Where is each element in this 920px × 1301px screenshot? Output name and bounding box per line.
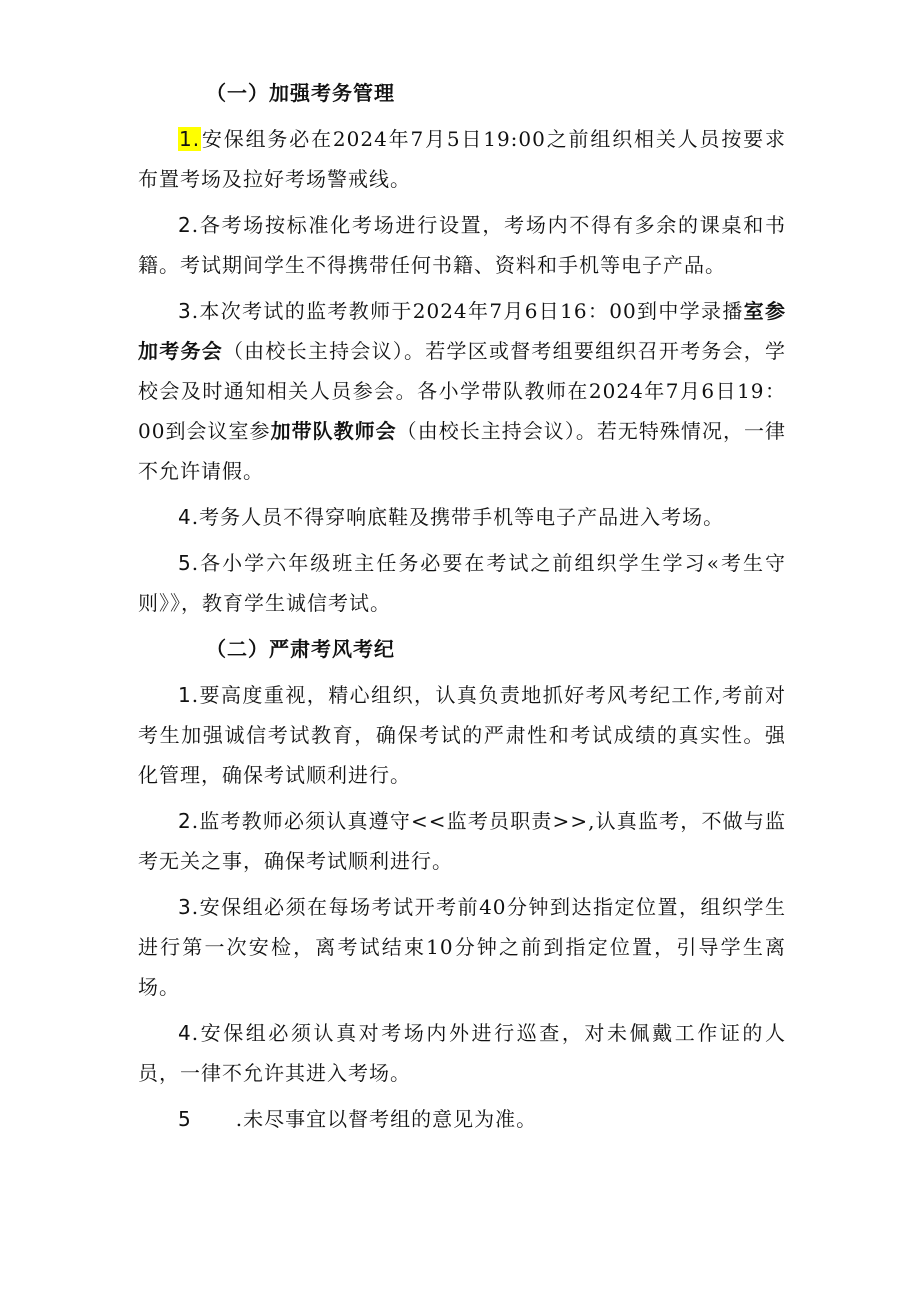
item-text: 安保组务必在2024年7月5日19:00之前组织相关人员按要求布置考场及拉好考场警戒线。: [138, 127, 786, 191]
list-item: [138, 1013, 786, 1093]
item-number: 4: [178, 1021, 192, 1045]
item-text: .未尽事宜以督考组的意见为准。: [235, 1107, 538, 1131]
item-number: 3: [178, 895, 192, 919]
item-number: 3: [178, 299, 192, 323]
item-number: 5: [178, 1107, 192, 1131]
section-heading-exam-management: （一）加强考务管理: [206, 81, 395, 105]
list-item: [138, 675, 786, 795]
item-number: 2: [178, 809, 192, 833]
list-item: [138, 543, 786, 623]
item-number-highlighted: 1.: [179, 127, 201, 151]
item-text: .安保组必须认真对考场内外进行巡查，对未佩戴工作证的人员，一律不允许其进入考场。: [138, 1021, 786, 1085]
item-text: .考务人员不得穿响底鞋及携带手机等电子产品进入考场。: [191, 505, 725, 529]
document-body: [138, 73, 786, 1139]
item-text: （由校长主持会议）。若无特殊情况，一律不允许请假。: [138, 419, 786, 483]
section-heading-exam-discipline: （二）严肃考风考纪: [206, 637, 395, 661]
item-text-bold: 室参加考务会: [138, 299, 787, 363]
item-number: 1: [178, 683, 192, 707]
list-item: [138, 497, 786, 537]
list-item: [138, 801, 786, 881]
item-text: .要高度重视，精心组织，认真负责地抓好考风考纪工作,考前对考生加强诚信考试教育，确保考试的严肃性和考试成绩的真实性。强化管理，确保考试顺利进行。: [138, 683, 786, 787]
item-text: .安保组必须在每场考试开考前40分钟到达指定位置，组织学生进行第一次安检，离考试结束10分钟之前到指定位置，引导学生离场。: [138, 895, 786, 999]
list-item: [138, 119, 786, 199]
item-text: .各小学六年级班主任务必要在考试之前组织学生学习«考生守则》》，教育学生诚信考试。: [138, 551, 786, 615]
item-number: 2: [178, 213, 192, 237]
item-text-bold: 加带队教师会: [270, 419, 397, 443]
list-item: [138, 205, 786, 285]
item-number: 5: [178, 551, 192, 575]
item-number: 4: [178, 505, 192, 529]
list-item: [138, 1099, 786, 1139]
item-text: .各考场按标准化考场进行设置，考场内不得有多余的课桌和书籍。考试期间学生不得携带任何书籍、资料和手机等电子产品。: [138, 213, 786, 277]
item-text: （由校长主持会议）。若学区或督考组要组织召开考务会，学校会及时通知相关人员参会。各小学带队教师在2024年7月6日19：00到会议室参: [138, 339, 787, 443]
item-text: .本次考试的监考教师于2024年7月6日16：00到中学录播: [191, 299, 744, 323]
item-text: .监考教师必须认真遵守<<监考员职责>>,认真监考，不做与监考无关之事，确保考试顺利进行。: [138, 809, 786, 873]
list-item: [138, 887, 786, 1007]
list-item: [138, 291, 786, 491]
